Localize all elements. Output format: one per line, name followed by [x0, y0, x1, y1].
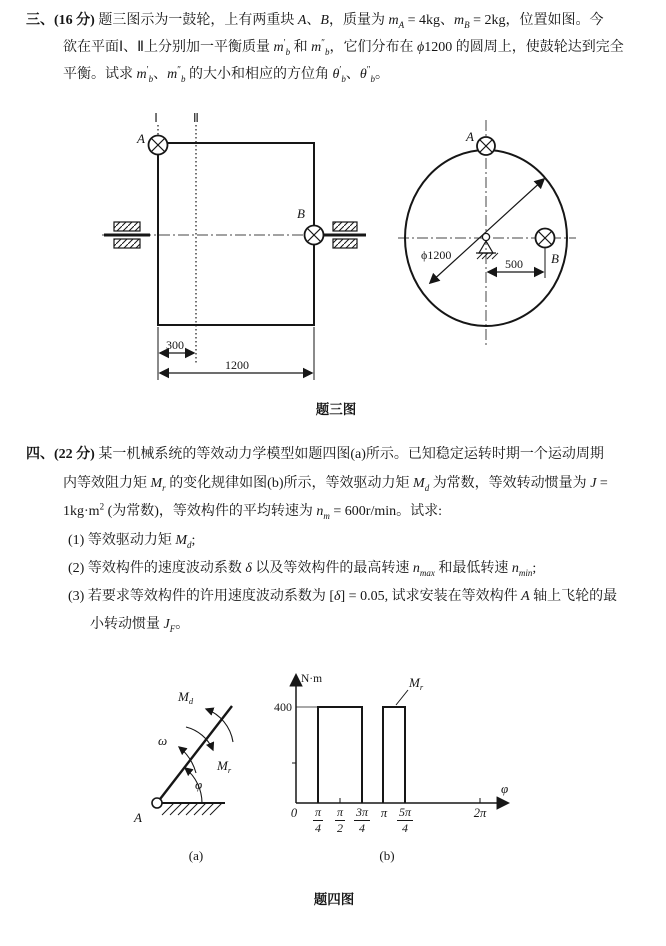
mass-a-label: A — [137, 131, 145, 146]
mass-b-symbol — [536, 229, 555, 248]
y-tick-400-label: 400 — [274, 700, 292, 714]
fig3-left-drum-side-view — [92, 106, 392, 396]
xtick-2pi: 2π — [473, 806, 487, 820]
xtick-num: π — [336, 805, 344, 819]
fig4-caption: 题四图 — [313, 892, 355, 907]
xtick-den: 4 — [314, 820, 321, 835]
ground — [155, 803, 225, 815]
problem4-line1: 四、(22 分) 某一机械系统的等效动力学模型如题四图(a)所示。已知稳定运转时期一个运动周期 — [26, 447, 604, 462]
fig4a-equivalent-model — [122, 663, 262, 863]
xtick-den: 4 — [358, 820, 365, 835]
md-label: $M_d$ — [178, 689, 194, 706]
mass-b-symbol — [305, 226, 324, 245]
problem3-line2: 欲在平面Ⅰ、Ⅱ上分别加一平衡质量 $m'_b$ 和 $m''_b$，它们分布在 ϕ1200 的圆周上，使鼓轮达到完全 — [63, 37, 624, 57]
problem3-line1: 三、(16 分) 题三图示为一鼓轮，上有两重块 A、B，质量为 $m_A = 4kg$、$m_B = 2kg$，位置如图。今 — [26, 13, 604, 30]
fig3-caption: 题三图 — [315, 402, 357, 417]
mass-a-symbol — [149, 136, 168, 155]
md-torque-arc — [206, 709, 233, 742]
problem4-item3b: 小转动惯量 $J_F$。 — [90, 617, 190, 634]
xtick-5pi-over-4 — [397, 806, 413, 834]
problem4-line3: $1kg\cdot m^2$ (为常数)，等效构件的平均转速为 $n_m = 600r/\min$。试求: — [63, 501, 443, 521]
xtick-num: 5π — [398, 805, 412, 819]
xtick-0: 0 — [290, 806, 298, 820]
plane-two-label: Ⅱ — [193, 111, 199, 125]
mass-b-label: B — [551, 251, 559, 266]
drum-outline — [158, 143, 314, 325]
xtick-3pi-over-4 — [354, 806, 370, 834]
y-axis-unit-label: N·m — [301, 673, 323, 685]
xtick-den: 2 — [336, 820, 343, 835]
mass-b-label: B — [297, 206, 305, 221]
mr-label: $M_r$ — [217, 758, 232, 775]
xtick-num: 3π — [355, 805, 369, 819]
x-axis-label: φ — [501, 781, 509, 796]
mr-curve-label: $M_r$ — [409, 675, 424, 692]
mass-a-label: A — [466, 129, 474, 144]
dim-1200-label: 1200 — [225, 358, 249, 372]
fig4b-torque-chart — [268, 663, 533, 813]
problem4-item3a: (3) 若要求等效构件的许用速度波动系数为 [δ] = 0.05, 试求安装在等效构件 A 轴上飞轮的最 — [68, 589, 618, 604]
dim-500-label: 500 — [505, 257, 523, 271]
xtick-pi-over-4 — [313, 806, 323, 834]
plane-one-label: Ⅰ — [154, 111, 158, 125]
problem4-line2: 内等效阻力矩 $M_r$ 的变化规律如图(b)所示，等效驱动力矩 $M_d$ 为常数，等效转动惯量为 J = — [63, 476, 608, 493]
fig3-right-drum-front-view — [392, 113, 582, 348]
fig4a-subcaption: (a) — [188, 848, 204, 863]
dim-diameter-label: ϕ1200 — [421, 248, 452, 262]
dim-diameter-arrow — [430, 179, 544, 283]
mr-leader-line — [396, 690, 408, 705]
problem4-item1: (1) 等效驱动力矩 $M_d$; — [68, 533, 196, 550]
xtick-pi: π — [380, 806, 388, 820]
omega-arc — [179, 747, 196, 773]
problem4-item2: (2) 等效构件的速度波动系数 δ 以及等效构件的最高转速 $n_{max}$ 和最低转速 $n_{min}$; — [68, 561, 537, 578]
mr-pulse-1 — [318, 707, 362, 803]
mr-pulse-2 — [383, 707, 405, 803]
xtick-pi-over-2 — [335, 806, 345, 834]
pivot-joint — [152, 798, 162, 808]
mass-a-symbol — [477, 137, 495, 155]
xtick-num: π — [314, 805, 322, 819]
xtick-den: 4 — [401, 820, 408, 835]
omega-label: ω — [158, 733, 168, 748]
problem3-line3: 平衡。试求 $m'_b$、$m''_b$ 的大小和相应的方位角 $\theta'_b$、$\theta''_b$。 — [63, 64, 389, 84]
fig4b-subcaption: (b) — [379, 848, 395, 863]
pivot-a-label: A — [134, 810, 142, 825]
dim-300-label: 300 — [166, 338, 184, 352]
phi-label: φ — [195, 777, 203, 792]
